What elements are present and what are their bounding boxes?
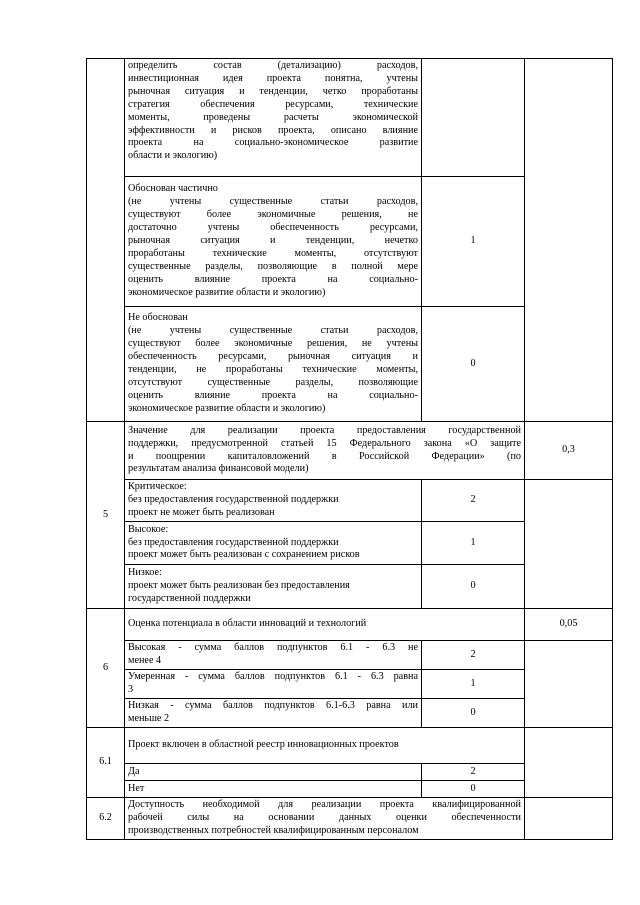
table-row xyxy=(87,798,613,840)
option-score: 2 xyxy=(422,764,525,781)
criterion-text: Доступность необходимой для реализации проекта квалифицированной рабочей силы на основании данных оценки обеспеченности производственных потребностей квалифицированным персоналом xyxy=(125,798,525,840)
option-score: 0 xyxy=(422,307,525,422)
option-score: 2 xyxy=(422,480,525,522)
table-row xyxy=(87,480,613,522)
option-score: 1 xyxy=(422,522,525,565)
weight-empty-cell xyxy=(525,480,613,609)
weight-empty-cell xyxy=(525,641,613,728)
option-score xyxy=(422,59,525,177)
option-text: Критическое: без предоставления государственной поддержки проект не может быть реализован xyxy=(125,480,422,522)
criterion-number: 6.2 xyxy=(87,798,125,840)
option-text: Нет xyxy=(125,781,422,798)
option-text: Высокая - сумма баллов подпунктов 6.1 - 6.3 не менее 4 xyxy=(125,641,422,670)
criterion-number: 6.1 xyxy=(87,728,125,798)
option-text: Не обоснован (не учтены существенные статьи расходов, существуют более экономичные решения, не учтены обеспеченность ресурсами, рыночная ситуация и тенденции, не проработаны технические моменты, отсутствуют существенные разделы, позволяющие оценить влияние проекта на социально- экономическое развитие области и экологию) xyxy=(125,307,422,422)
option-text: Низкая - сумма баллов подпунктов 6.1-6.3 равна или меньше 2 xyxy=(125,699,422,728)
criterion-text: Значение для реализации проекта предоставления государственной поддержки, предусмотренной статьей 15 Федерального закона «О защите и поощрении капиталовложений в Российской Федерации» (по результатам анализа финансовой модели) xyxy=(125,422,525,480)
option-score: 0 xyxy=(422,699,525,728)
criterion-text: Проект включен в областной реестр инновационных проектов xyxy=(125,728,525,764)
criterion-number: 6 xyxy=(87,609,125,728)
option-text: определить состав (детализацию) расходов, инвестиционная идея проекта понятна, учтены рыночная ситуация и тенденции, четко проработаны стратегия обеспечения ресурсами, технические моменты, проведены расчеты экономической эффективности и рисков проекта, описано влияние проекта на социально-экономическое развитие области и экологию) xyxy=(125,59,422,177)
option-score: 1 xyxy=(422,670,525,699)
table-row xyxy=(87,728,613,764)
criterion-text: Оценка потенциала в области инноваций и технологий xyxy=(125,609,525,641)
criterion-number: 5 xyxy=(87,422,125,609)
option-score: 1 xyxy=(422,177,525,307)
table-row xyxy=(87,609,613,641)
table-row xyxy=(87,641,613,670)
option-score: 0 xyxy=(422,781,525,798)
criterion-number xyxy=(87,59,125,422)
criterion-weight xyxy=(525,59,613,422)
table-row xyxy=(87,422,613,480)
weight-empty-cell xyxy=(525,728,613,798)
option-text: Да xyxy=(125,764,422,781)
option-text: Низкое: проект может быть реализован без предоставления государственной поддержки xyxy=(125,565,422,609)
option-score: 0 xyxy=(422,565,525,609)
table-row xyxy=(87,59,613,177)
weight-empty-cell xyxy=(525,798,613,840)
criteria-table xyxy=(86,58,613,840)
option-text: Обоснован частично (не учтены существенные статьи расходов, существуют более экономичные решения, не достаточно учтены обеспеченность ресурсами, рыночная ситуация и тенденции, нечетко проработаны технические моменты, отсутствуют существенные разделы, позволяющие в полной мере оценить влияние проекта на социально- экономическое развитие области и экологию) xyxy=(125,177,422,307)
option-text: Высокое: без предоставления государственной поддержки проект может быть реализован с сохранением рисков xyxy=(125,522,422,565)
option-score: 2 xyxy=(422,641,525,670)
criterion-weight: 0,05 xyxy=(525,609,613,641)
option-text: Умеренная - сумма баллов подпунктов 6.1 - 6.3 равна 3 xyxy=(125,670,422,699)
criterion-weight: 0,3 xyxy=(525,422,613,480)
